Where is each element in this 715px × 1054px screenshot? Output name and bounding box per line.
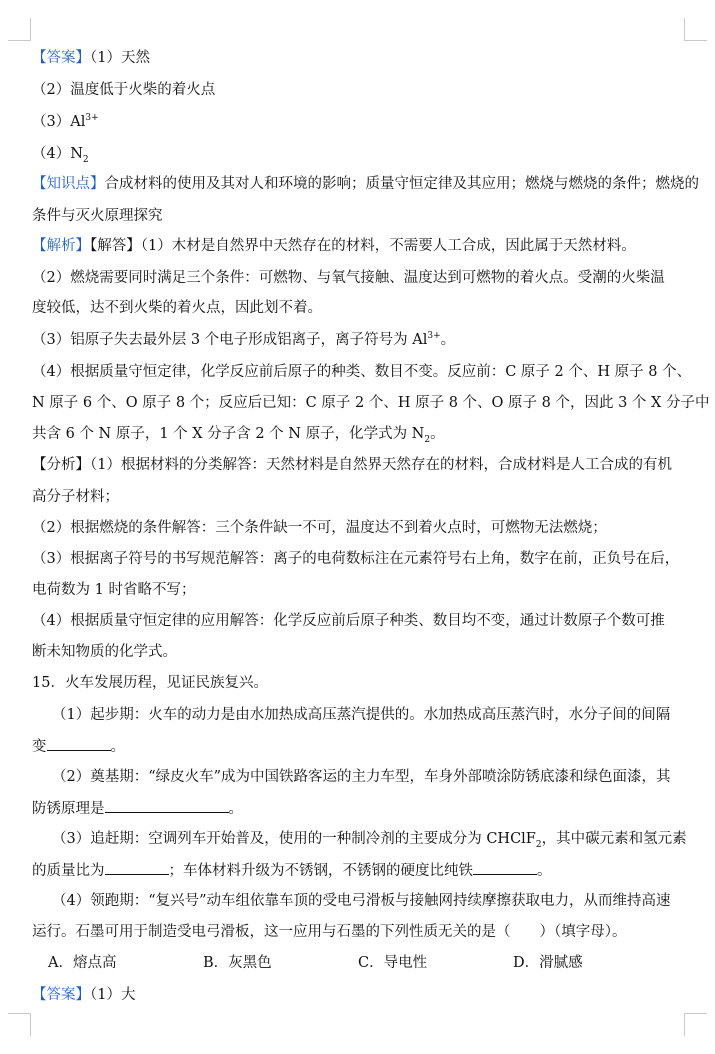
knowledge-text: 合成材料的使用及其对人和环境的影响；质量守恒定律及其应用；燃烧与燃烧的条件；燃烧的: [104, 176, 699, 192]
analysis-text: 共含 6 个 N 原子，1 个 X 分子含 2 个 N 原子，化学式为 N: [32, 426, 425, 442]
question-text: 防锈原理是: [32, 801, 105, 817]
analysis-line-5: （4）根据质量守恒定律，化学反应前后原子的种类、数目不变。反应前：C 原子 2 个、H 原子 8 个、: [32, 364, 692, 380]
corner-mark-bottom-left: [8, 1013, 31, 1036]
answer-text: （4）N: [32, 146, 83, 162]
analysis-line-1: [32, 236, 685, 256]
fenxi-line-1: [32, 455, 685, 475]
analysis-text: 【解答】（1）木材是自然界中天然存在的材料，不需要人工合成，因此属于天然材料。: [90, 238, 636, 254]
analysis-text: 。: [440, 332, 456, 348]
answer-blank[interactable]: [105, 798, 229, 813]
analysis-line-7: [32, 424, 685, 444]
fenxi-line-2: 高分子材料；: [32, 489, 119, 505]
fenxi-line-7: 断未知物质的化学式。: [32, 644, 177, 660]
q15-part1-line2: [32, 736, 685, 757]
subscript: 2: [535, 839, 542, 850]
corner-mark-top-left: [8, 18, 31, 41]
analysis-line-2: （2）燃烧需要同时满足三个条件：可燃物、与氧气接触、温度达到可燃物的着火点。受潮的火柴温: [32, 270, 665, 286]
question-text: 。: [537, 863, 552, 879]
answer-blank[interactable]: [47, 736, 111, 751]
q15-part4-line1: （4）领跑期：“复兴号”动车组依靠车顶的受电弓滑板与接触网持续摩擦获取电力，从而维持高速: [52, 893, 671, 909]
answer-text: （3）Al: [32, 114, 86, 130]
question-text: 。: [110, 739, 125, 755]
fenxi-tag: 【分析】: [32, 457, 90, 473]
question-text: ，其中碳元素和氢元素: [541, 831, 687, 847]
answer-blank[interactable]: [105, 860, 169, 875]
subscript: 2: [424, 434, 431, 445]
q15-part2-line1: （2）奠基期：“绿皮火车”成为中国铁路客运的主力车型，车身外部喷涂防锈底漆和绿色面漆，其: [52, 769, 671, 785]
answer-line-3: [32, 112, 685, 132]
q15-part4-line2: 运行。石墨可用于制造受电弓滑板，这一应用与石墨的下列性质无关的是（ ）（填字母）。: [32, 924, 627, 940]
answer-line-1: [32, 48, 685, 68]
question-15-title: 15．火车发展历程，见证民族复兴。: [32, 675, 268, 691]
corner-mark-bottom-right: [684, 1013, 707, 1036]
superscript: 3+: [85, 113, 99, 124]
subscript: 2: [82, 154, 89, 165]
fenxi-line-6: （4）根据质量守恒定律的应用解答：化学反应前后原子种类、数目均不变，通过计数原子个数可推: [32, 613, 665, 629]
corner-mark-top-right: [684, 18, 707, 41]
question-text: （3）追赶期：空调列车开始普及，使用的一种制冷剂的主要成分为 CHClF: [52, 831, 536, 847]
question-text: ；车体材料升级为不锈钢，不锈钢的硬度比纯铁: [168, 863, 473, 879]
fenxi-text: （1）根据材料的分类解答：天然材料是自然界天然存在的材料，合成材料是人工合成的有机: [90, 457, 672, 473]
analysis-line-6: N 原子 6 个、O 原子 8 个；反应后已知：C 原子 2 个、H 原子 8 个、O 原子 8 个，因此 3 个 X 分子中: [32, 395, 710, 411]
fenxi-line-4: （3）根据离子符号的书写规范解答：离子的电荷数标注在元素符号右上角，数字在前，正负号在后，: [32, 551, 680, 567]
q15-part1-line1: （1）起步期：火车的动力是由水加热成高压蒸汽提供的。水加热成高压蒸汽时，水分子间的间隔: [52, 707, 671, 723]
answer-text: （1）大: [90, 987, 136, 1003]
question-text: 。: [228, 801, 243, 817]
analysis-line-3: 度较低，达不到火柴的着火点，因此划不着。: [32, 300, 322, 316]
answer-line-4: [32, 144, 685, 164]
analysis-text: 。: [430, 426, 445, 442]
analysis-line-4: [32, 330, 685, 350]
answer-line-2: （2）温度低于火柴的着火点: [32, 82, 216, 98]
option-a[interactable]: A．熔点高: [48, 955, 117, 971]
knowledge-line-2: 条件与灭火原理探究: [32, 208, 163, 224]
q15-part3-line2: [32, 860, 685, 881]
fenxi-line-3: （2）根据燃烧的条件解答：三个条件缺一不可，温度达不到着火点时，可燃物无法燃烧；: [32, 520, 607, 536]
answer-blank[interactable]: [473, 860, 537, 875]
answer-text: （1）天然: [90, 50, 150, 66]
option-d[interactable]: D．滑腻感: [513, 955, 583, 971]
option-c[interactable]: C．导电性: [358, 955, 428, 971]
analysis-text: （3）铝原子失去最外层 3 个电子形成铝离子，离子符号为 Al: [32, 332, 428, 348]
fenxi-line-5: 电荷数为 1 时省略不写；: [32, 582, 196, 598]
answer-line-final: [32, 985, 685, 1005]
analysis-tag: 【解析】: [32, 238, 90, 254]
knowledge-tag: 【知识点】: [32, 176, 105, 192]
question-text: 的质量比为: [32, 863, 105, 879]
answer-tag: 【答案】: [32, 50, 90, 66]
question-text: 变: [32, 739, 47, 755]
q15-part3-line1: [52, 829, 685, 849]
answer-tag: 【答案】: [32, 987, 90, 1003]
knowledge-line-1: [32, 174, 699, 194]
q15-part2-line2: [32, 798, 685, 819]
superscript: 3+: [427, 331, 441, 342]
option-b[interactable]: B．灰黑色: [203, 955, 272, 971]
